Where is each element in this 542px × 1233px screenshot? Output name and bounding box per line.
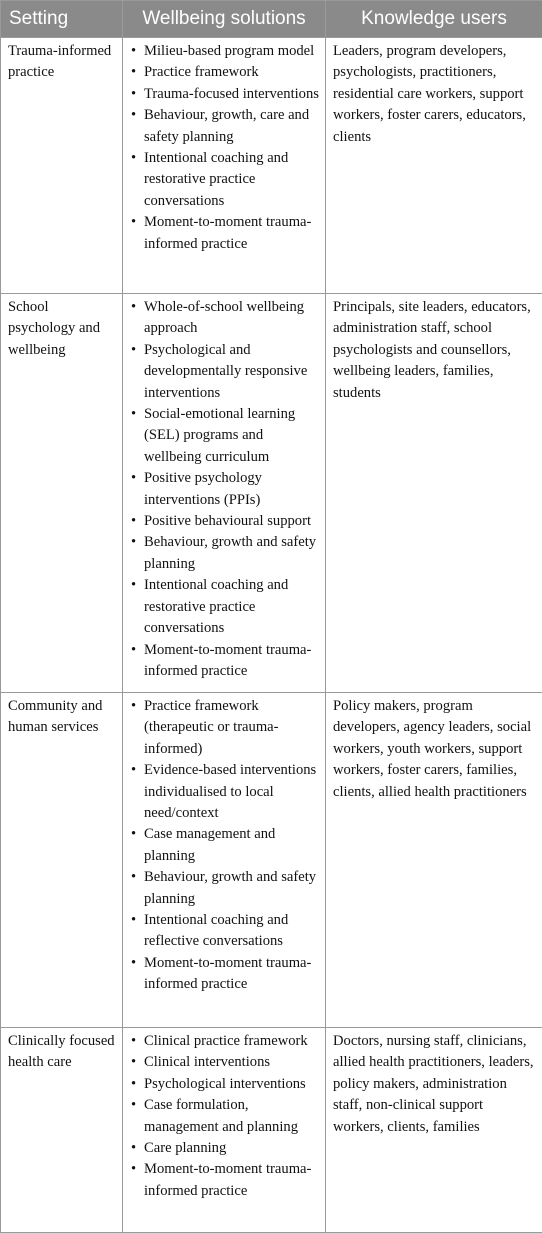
list-item: • Trauma-focused interventions [130, 84, 320, 105]
header-setting: Setting [1, 1, 123, 38]
table-row [1, 1028, 542, 1233]
header-wellbeing-solutions: Wellbeing solutions [123, 1, 326, 38]
table-row [1, 693, 542, 1028]
solutions-cell [123, 693, 326, 1028]
list-item: • Clinical interventions [130, 1052, 320, 1073]
table-header [1, 1, 542, 38]
list-item: • Care planning [130, 1138, 320, 1159]
list-item: • Intentional coaching and reflective conversations [130, 910, 320, 953]
setting-cell: Clinically focused health care [1, 1028, 123, 1233]
header-row [1, 1, 542, 38]
list-item: • Social-emotional learning (SEL) programs and wellbeing curriculum [130, 404, 320, 468]
list-item: • Behaviour, growth and safety planning [130, 532, 320, 575]
list-item: • Moment-to-moment trauma-informed practice [130, 212, 320, 255]
solutions-list [130, 297, 320, 682]
setting-cell: Community and human services [1, 693, 123, 1028]
list-item: • Practice framework (therapeutic or trauma-informed) [130, 696, 320, 760]
users-cell: Principals, site leaders, educators, administration staff, school psychologists and counsellors, wellbeing leaders, families, students [326, 294, 542, 693]
list-item: • Positive behavioural support [130, 511, 320, 532]
users-cell: Doctors, nursing staff, clinicians, allied health practitioners, leaders, policy makers, administration staff, non-clinical support workers, clients, families [326, 1028, 542, 1233]
users-cell: Policy makers, program developers, agency leaders, social workers, youth workers, support workers, foster carers, families, clients, allied health practitioners [326, 693, 542, 1028]
list-item: • Moment-to-moment trauma-informed practice [130, 640, 320, 683]
list-item: • Case management and planning [130, 824, 320, 867]
solutions-list [130, 696, 320, 996]
list-item: • Intentional coaching and restorative practice conversations [130, 148, 320, 212]
users-cell: Leaders, program developers, psychologists, practitioners, residential care workers, support workers, foster carers, educators, clients [326, 38, 542, 294]
solutions-list [130, 1031, 320, 1202]
table-row [1, 38, 542, 294]
solutions-list [130, 41, 320, 255]
list-item: • Clinical practice framework [130, 1031, 320, 1052]
list-item: • Milieu-based program model [130, 41, 320, 62]
list-item: • Practice framework [130, 62, 320, 83]
list-item: • Positive psychology interventions (PPIs) [130, 468, 320, 511]
list-item: • Case formulation, management and planning [130, 1095, 320, 1138]
solutions-cell [123, 1028, 326, 1233]
list-item: • Psychological interventions [130, 1074, 320, 1095]
setting-cell: Trauma-informed practice [1, 38, 123, 294]
list-item: • Behaviour, growth and safety planning [130, 867, 320, 910]
list-item: • Behaviour, growth, care and safety planning [130, 105, 320, 148]
list-item: • Intentional coaching and restorative practice conversations [130, 575, 320, 639]
list-item: • Evidence-based interventions individualised to local need/context [130, 760, 320, 824]
list-item: • Psychological and developmentally responsive interventions [130, 340, 320, 404]
setting-cell: School psychology and wellbeing [1, 294, 123, 693]
solutions-cell [123, 294, 326, 693]
list-item: • Moment-to-moment trauma-informed practice [130, 953, 320, 996]
table-row [1, 294, 542, 693]
list-item: • Whole-of-school wellbeing approach [130, 297, 320, 340]
table-body [1, 38, 542, 1233]
list-item: • Moment-to-moment trauma-informed practice [130, 1159, 320, 1202]
solutions-cell [123, 38, 326, 294]
header-knowledge-users: Knowledge users [326, 1, 542, 38]
